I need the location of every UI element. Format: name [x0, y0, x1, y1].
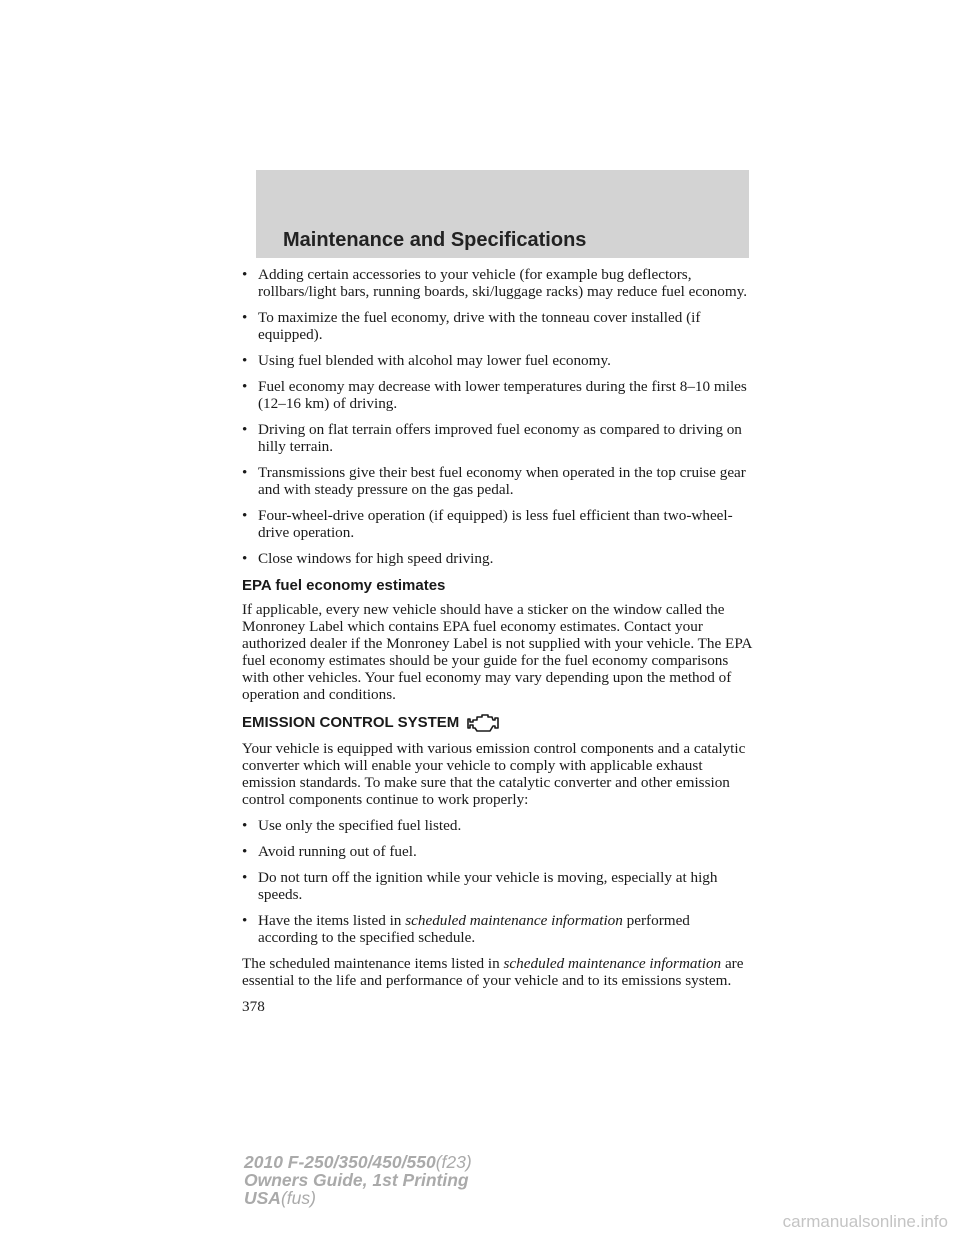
list-item: • Driving on flat terrain offers improved fuel economy as compared to driving on hilly terrain.	[242, 421, 742, 455]
list-item: • Using fuel blended with alcohol may lower fuel economy.	[242, 352, 611, 369]
list-item: • Have the items listed in scheduled maintenance information performed according to the specified schedule.	[242, 912, 690, 946]
footer-region: USA	[244, 1188, 281, 1208]
list-item: • Avoid running out of fuel.	[242, 843, 417, 860]
list-item: • Transmissions give their best fuel economy when operated in the top cruise gear and with steady pressure on the gas pedal.	[242, 464, 746, 498]
bullet-icon: •	[242, 266, 248, 283]
bullet-icon: •	[242, 550, 248, 567]
bullet-icon: •	[242, 912, 248, 929]
section-header-band	[256, 170, 749, 258]
list-item: • To maximize the fuel economy, drive with the tonneau cover installed (if equipped).	[242, 309, 701, 343]
bullet-icon: •	[242, 378, 248, 395]
epa-paragraph: If applicable, every new vehicle should have a sticker on the window called the Monroney Label which contains EPA fuel economy estimates. Contact your authorized dealer if the Monroney Label is not supplied with your vehicle. The EPA fuel economy estimates should be your guide for the fuel economy comparisons with other vehicles. Your fuel economy may vary depending upon the method of operation and conditions.	[242, 601, 752, 703]
bullet-icon: •	[242, 352, 248, 369]
fuel-economy-tips-list	[242, 266, 752, 567]
bullet-icon: •	[242, 869, 248, 886]
emission-heading	[242, 713, 752, 733]
check-engine-icon	[466, 713, 500, 733]
bullet-icon: •	[242, 843, 248, 860]
emission-tips-list	[242, 817, 752, 946]
list-item: • Do not turn off the ignition while your vehicle is moving, especially at high speeds.	[242, 869, 718, 903]
bullet-icon: •	[242, 464, 248, 481]
document-footer	[244, 1153, 472, 1207]
list-item: • Use only the specified fuel listed.	[242, 817, 462, 834]
epa-heading: EPA fuel economy estimates	[242, 577, 446, 594]
bullet-icon: •	[242, 817, 248, 834]
site-watermark: carmanualsonline.info	[782, 1212, 948, 1231]
footer-guide: Owners Guide, 1st Printing	[244, 1170, 469, 1190]
list-item: • Four-wheel-drive operation (if equipped) is less fuel efficient than two-wheel-drive operation.	[242, 507, 733, 541]
page-number: 378	[242, 998, 265, 1015]
closing-paragraph: The scheduled maintenance items listed in scheduled maintenance information are essential to the life and performance of your vehicle and to its emissions system.	[242, 955, 744, 989]
emission-intro: Your vehicle is equipped with various emission control components and a catalytic converter which will enable your vehicle to comply with applicable exhaust emission standards. To make sure that the catalytic converter and other emission control components continue to work properly:	[242, 740, 746, 808]
list-item: • Fuel economy may decrease with lower temperatures during the first 8–10 miles (12–16 km) of driving.	[242, 378, 747, 412]
footer-model: 2010 F-250/350/450/550	[244, 1152, 436, 1172]
footer-model-code: (f23)	[435, 1152, 472, 1172]
list-item: • Adding certain accessories to your vehicle (for example bug deflectors, rollbars/light bars, running boards, ski/luggage racks) may reduce fuel economy.	[242, 266, 748, 300]
bullet-icon: •	[242, 309, 248, 326]
bullet-icon: •	[242, 421, 248, 438]
page-content	[242, 266, 752, 1015]
schedule-reference: scheduled maintenance information	[503, 955, 722, 972]
section-title: Maintenance and Specifications	[283, 229, 587, 251]
list-item: • Close windows for high speed driving.	[242, 550, 494, 567]
schedule-reference: scheduled maintenance information	[405, 912, 623, 929]
footer-region-code: (fus)	[280, 1188, 316, 1208]
emission-heading-text: EMISSION CONTROL SYSTEM	[242, 714, 460, 731]
bullet-icon: •	[242, 507, 248, 524]
